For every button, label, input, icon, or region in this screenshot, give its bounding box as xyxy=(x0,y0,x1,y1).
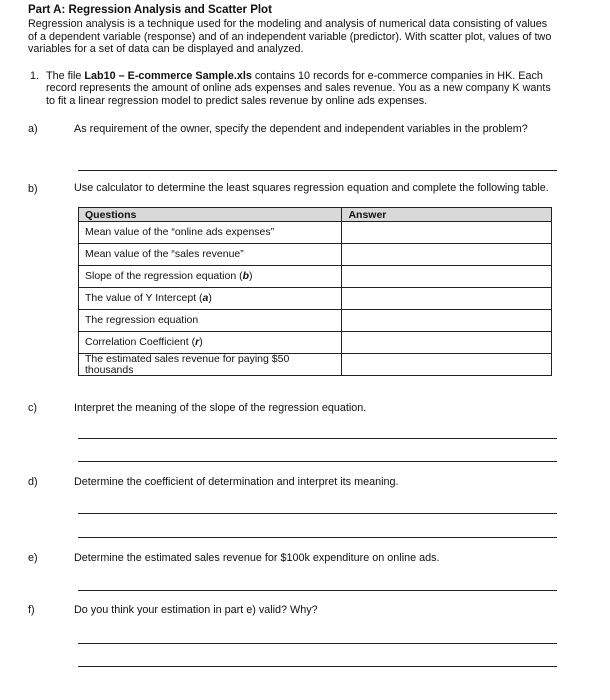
subquestion-a-text: As requirement of the owner, specify the dependent and independent variables in the problem? xyxy=(74,123,528,135)
table-header-answer: Answer xyxy=(342,208,552,222)
question-1-text-before: The file xyxy=(46,69,85,82)
question-1-filename: Lab10 – E-commerce Sample.xls xyxy=(84,69,252,82)
subquestion-d-label: d) xyxy=(28,476,38,488)
subquestion-c-label: c) xyxy=(28,402,37,414)
part-intro: Regression analysis is a technique used for the modeling and analysis of numerical data consisting of values of a dependent variable (response) and of an independent variable (predictor). With scatter plot, values of two variables for a set of data can be displayed and analyzed. xyxy=(28,18,552,55)
question-text-end: ) xyxy=(199,336,203,348)
table-header-row xyxy=(79,208,552,222)
answer-line-f1[interactable] xyxy=(78,643,557,644)
subquestion-f-label: f) xyxy=(28,604,35,616)
question-text-end: ) xyxy=(208,292,212,304)
subquestion-a-label: a) xyxy=(28,123,38,135)
answer-line-c2[interactable] xyxy=(78,461,557,462)
worksheet-page xyxy=(28,4,588,107)
table-answer-cell[interactable] xyxy=(342,222,552,244)
question-text: The value of Y Intercept ( xyxy=(85,292,203,304)
table-question-cell xyxy=(79,266,342,288)
question-text-end: ) xyxy=(249,270,253,282)
answer-table xyxy=(78,207,552,376)
table-row xyxy=(79,244,552,266)
answer-line-c1[interactable] xyxy=(78,438,557,439)
subquestion-b-label: b) xyxy=(28,183,38,195)
table-answer-cell[interactable] xyxy=(342,266,552,288)
table-row xyxy=(79,310,552,332)
part-title: Part A: Regression Analysis and Scatter Plot xyxy=(28,4,272,16)
answer-line-d2[interactable] xyxy=(78,537,557,538)
table-answer-cell[interactable] xyxy=(342,332,552,354)
subquestion-e-label: e) xyxy=(28,552,38,564)
table-row xyxy=(79,222,552,244)
table-question-cell: Mean value of the “sales revenue” xyxy=(79,244,342,266)
answer-line-d1[interactable] xyxy=(78,513,557,514)
table-answer-cell[interactable] xyxy=(342,244,552,266)
question-text: Slope of the regression equation ( xyxy=(85,270,243,282)
slope-symbol: b xyxy=(242,270,250,282)
question-text: Correlation Coefficient ( xyxy=(85,336,196,348)
table-row xyxy=(79,288,552,310)
table-row xyxy=(79,332,552,354)
answer-line-a1[interactable] xyxy=(78,170,557,171)
table-question-cell xyxy=(79,332,342,354)
table-question-cell xyxy=(79,288,342,310)
table-row xyxy=(79,266,552,288)
table-header-questions: Questions xyxy=(79,208,342,222)
question-1 xyxy=(28,70,560,108)
subquestion-d-text: Determine the coefficient of determination and interpret its meaning. xyxy=(74,476,399,488)
subquestion-f-text: Do you think your estimation in part e) valid? Why? xyxy=(74,604,318,616)
table-answer-cell[interactable] xyxy=(342,354,552,376)
table-row xyxy=(79,354,552,376)
answer-line-e1[interactable] xyxy=(78,590,557,591)
correlation-symbol: r xyxy=(195,336,200,348)
table-answer-cell[interactable] xyxy=(342,310,552,332)
subquestion-c-text: Interpret the meaning of the slope of the regression equation. xyxy=(74,402,367,414)
table-answer-cell[interactable] xyxy=(342,288,552,310)
answer-line-f2[interactable] xyxy=(78,666,557,667)
subquestion-e-text: Determine the estimated sales revenue for $100k expenditure on online ads. xyxy=(74,552,440,564)
table-question-cell: The regression equation xyxy=(79,310,342,332)
subquestion-b-text: Use calculator to determine the least squares regression equation and complete the following table. xyxy=(74,182,549,194)
intercept-symbol: a xyxy=(202,292,209,304)
question-1-text-after: contains 10 records for e-commerce companies in HK. Each record represents the amount of online ads expenses and sales revenue. You as a new company K wants to fit a linear regression model to predict sales revenue by online ads expenses. xyxy=(46,69,551,107)
question-1-number: 1. xyxy=(30,69,40,82)
table-question-cell: Mean value of the “online ads expenses” xyxy=(79,222,342,244)
table-question-cell: The estimated sales revenue for paying $50 thousands xyxy=(79,354,342,376)
